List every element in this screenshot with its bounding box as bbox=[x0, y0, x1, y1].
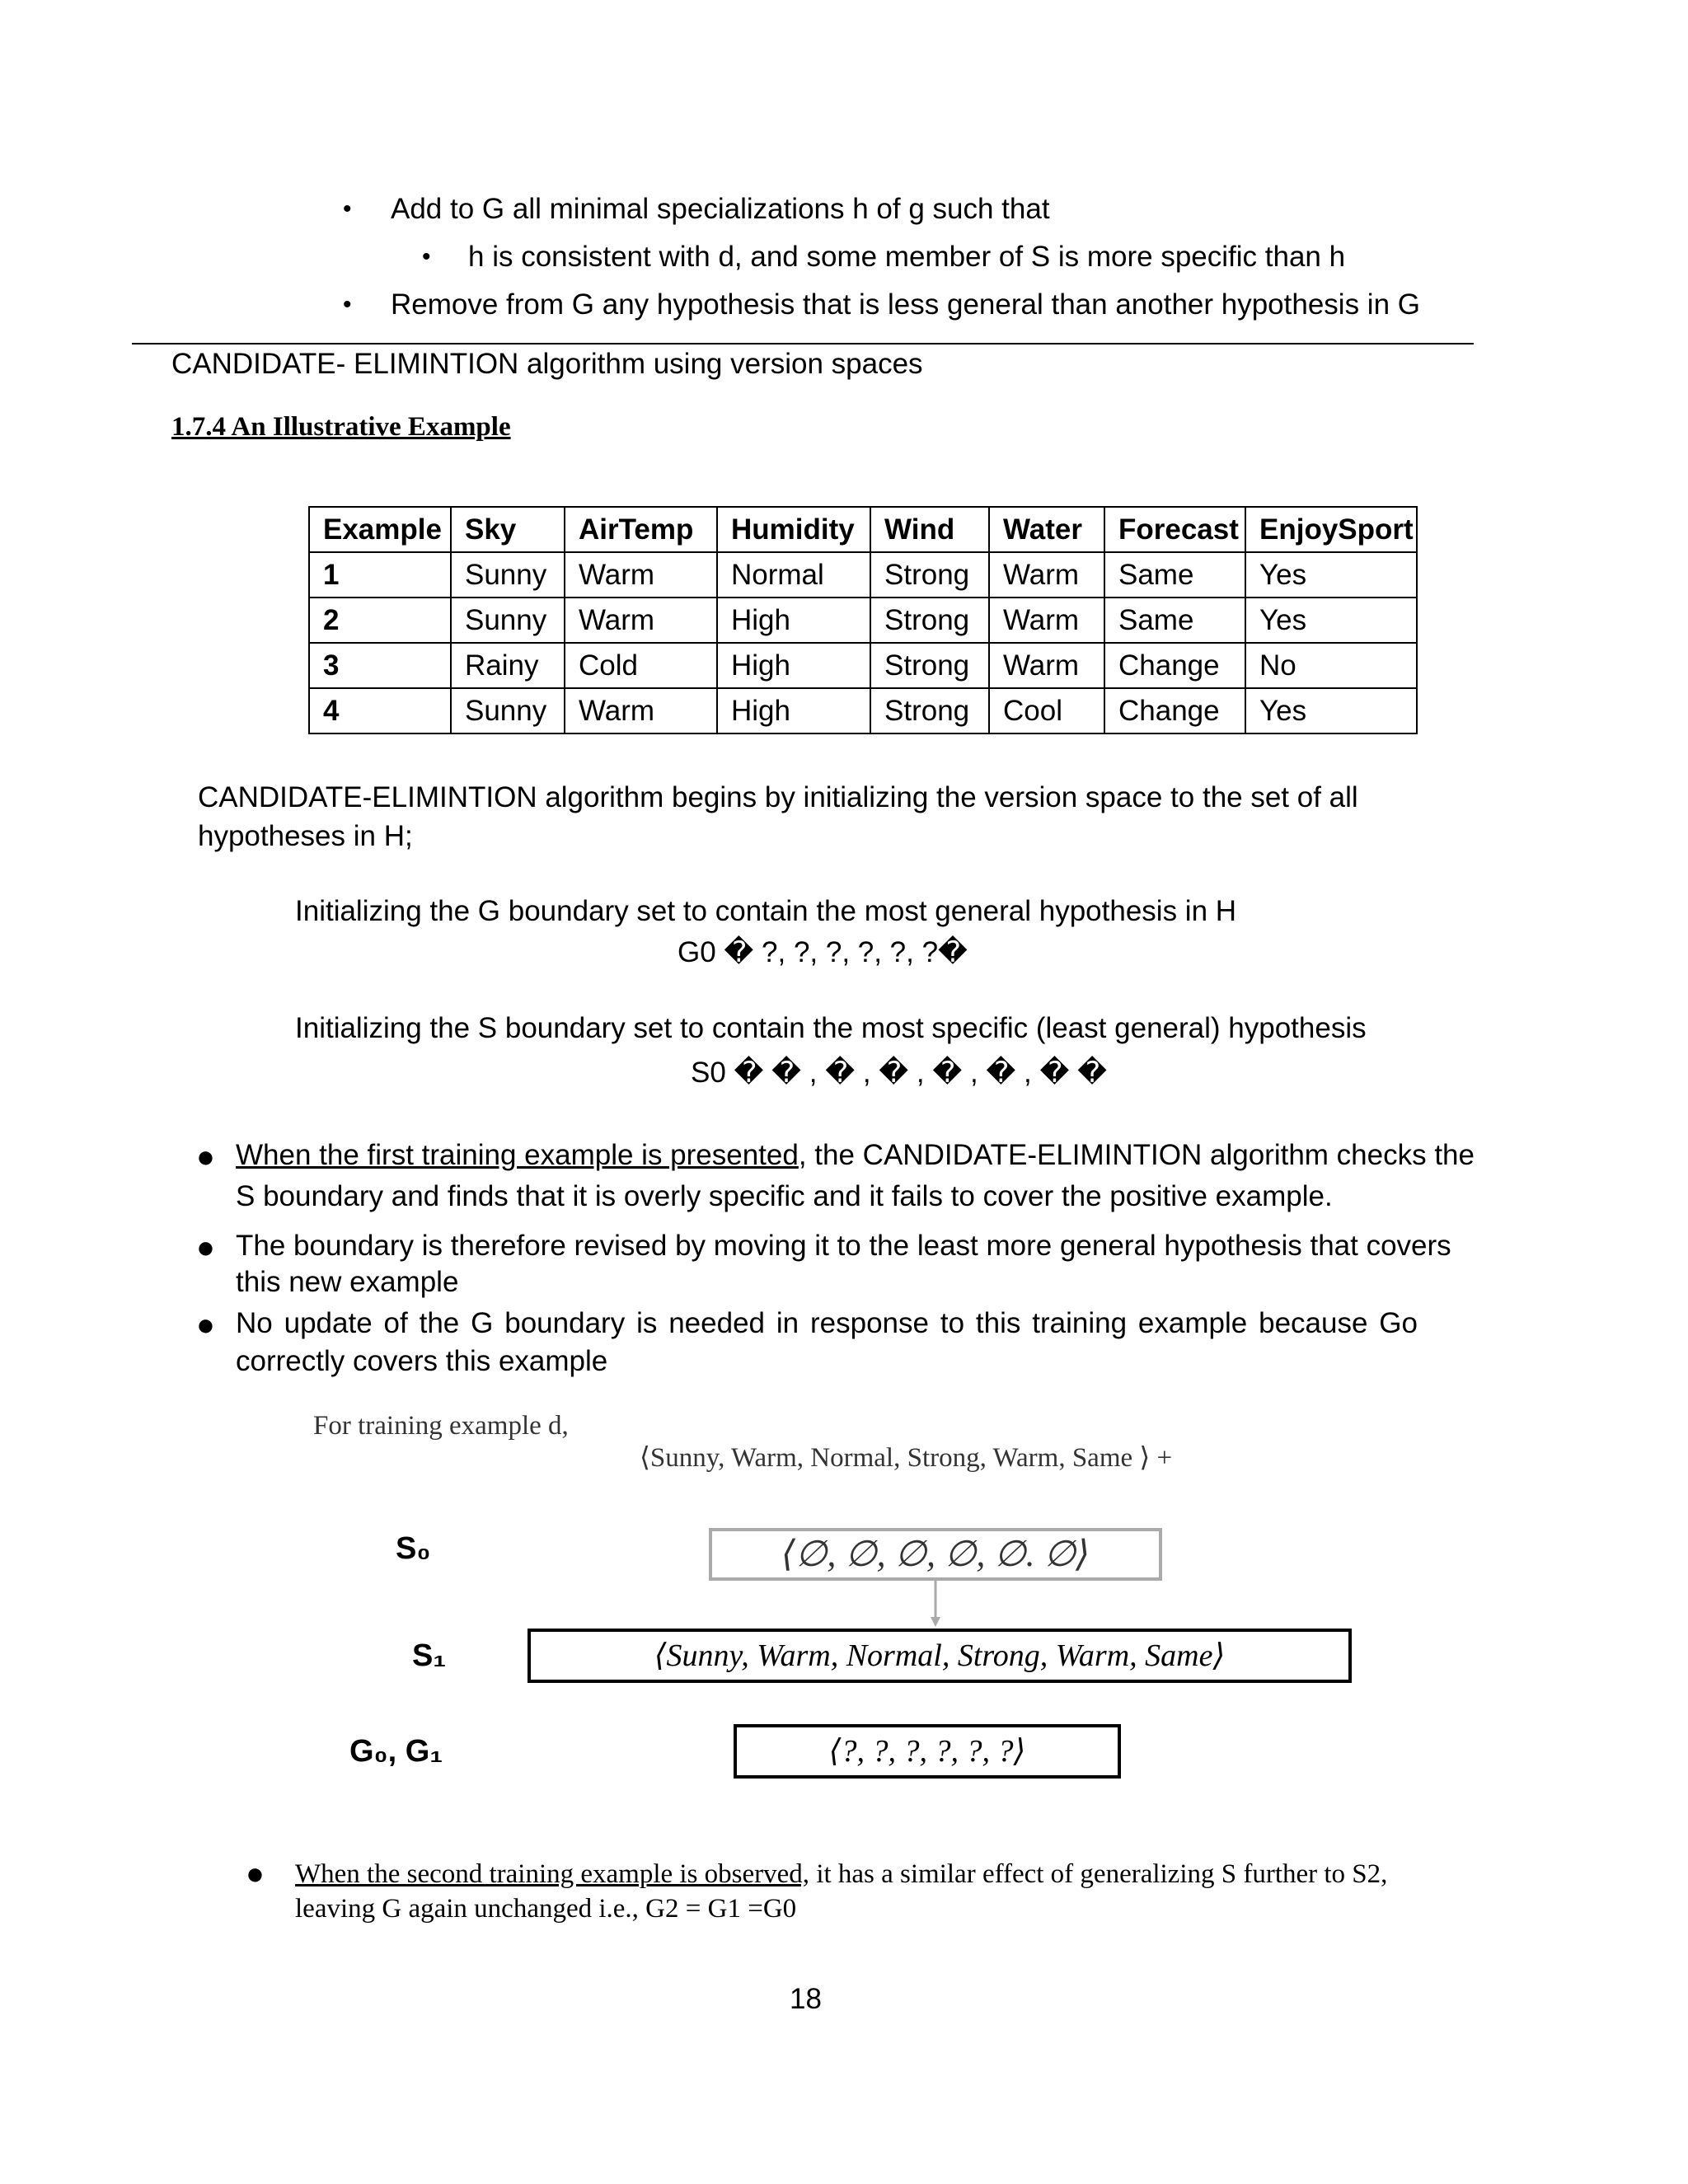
table-cell: High bbox=[717, 643, 870, 688]
bullet-consistent: h is consistent with d, and some member of S is more specific than h bbox=[468, 241, 1346, 273]
bullet-dot: ● bbox=[196, 1140, 215, 1174]
s1-label: S₁ bbox=[412, 1638, 447, 1673]
revise-line-2: this new example bbox=[236, 1266, 459, 1298]
training-examples-table bbox=[308, 506, 1418, 734]
table-cell: Warm bbox=[565, 598, 717, 643]
bullet-remove: Remove from G any hypothesis that is less general than another hypothesis in G bbox=[391, 288, 1420, 321]
second-example-underlined: When the second training example is observed, bbox=[295, 1859, 810, 1889]
table-header: Humidity bbox=[717, 507, 870, 552]
diagram-caption: For training example d, bbox=[313, 1411, 569, 1441]
no-update-line-1: No update of the G boundary is needed in response to this training example because Go bbox=[236, 1307, 1418, 1339]
table-cell: Strong bbox=[870, 688, 989, 733]
bullet-dot: • bbox=[422, 243, 431, 270]
arrow-down-icon bbox=[927, 1581, 944, 1629]
table-cell: Strong bbox=[870, 643, 989, 688]
table-cell: Yes bbox=[1245, 688, 1417, 733]
table-cell: Cool bbox=[989, 688, 1104, 733]
table-cell: 4 bbox=[309, 688, 451, 733]
g0-formula: G0 � ?, ?, ?, ?, ?, ?� bbox=[678, 936, 968, 968]
table-row bbox=[309, 688, 1417, 733]
table-cell: Warm bbox=[989, 643, 1104, 688]
diagram-example: ⟨Sunny, Warm, Normal, Strong, Warm, Same ⟩ + bbox=[640, 1443, 1173, 1473]
g-label: G₀, G₁ bbox=[349, 1734, 443, 1769]
g-box: ⟨?, ?, ?, ?, ?, ?⟩ bbox=[734, 1724, 1121, 1779]
table-cell: Same bbox=[1104, 598, 1245, 643]
bullet-add-specializations: Add to G all minimal specializations h of g such that bbox=[391, 193, 1050, 225]
table-cell: 1 bbox=[309, 552, 451, 598]
table-header: Forecast bbox=[1104, 507, 1245, 552]
table-cell: Change bbox=[1104, 643, 1245, 688]
first-example-line-1 bbox=[236, 1137, 1475, 1174]
no-update-line-2: correctly covers this example bbox=[236, 1345, 608, 1377]
first-example-rest: , the CANDIDATE-ELIMINTION algorithm checks the bbox=[798, 1139, 1475, 1171]
second-example-line-2: leaving G again unchanged i.e., G2 = G1 =G0 bbox=[295, 1894, 797, 1924]
table-cell: Strong bbox=[870, 598, 989, 643]
table-cell: Warm bbox=[989, 598, 1104, 643]
table-cell: Warm bbox=[989, 552, 1104, 598]
revise-line-1: The boundary is therefore revised by moving it to the least more general hypothesis that covers bbox=[236, 1230, 1451, 1262]
table-cell: Rainy bbox=[451, 643, 565, 688]
table-cell: Warm bbox=[565, 688, 717, 733]
intro-line-1: CANDIDATE-ELIMINTION algorithm begins by initializing the version space to the set of all bbox=[198, 781, 1358, 813]
first-example-line-2: S boundary and finds that it is overly specific and it fails to cover the positive example. bbox=[236, 1180, 1333, 1212]
table-header: Wind bbox=[870, 507, 989, 552]
bullet-dot: • bbox=[343, 195, 352, 223]
second-example-rest: it has a similar effect of generalizing S further to S2, bbox=[809, 1859, 1388, 1889]
table-cell: Sunny bbox=[451, 598, 565, 643]
s0-label: S₀ bbox=[396, 1531, 431, 1566]
table-header: Water bbox=[989, 507, 1104, 552]
first-example-underlined: When the first training example is presented bbox=[236, 1139, 799, 1171]
table-cell: Same bbox=[1104, 552, 1245, 598]
page-number: 18 bbox=[790, 1983, 822, 2015]
table-row bbox=[309, 598, 1417, 643]
table-cell: Warm bbox=[565, 552, 717, 598]
table-cell: Strong bbox=[870, 552, 989, 598]
table-cell: No bbox=[1245, 643, 1417, 688]
table-header: Sky bbox=[451, 507, 565, 552]
bullet-dot: • bbox=[343, 291, 352, 318]
second-example-line-1 bbox=[295, 1859, 1387, 1890]
table-cell: 3 bbox=[309, 643, 451, 688]
init-s-text: Initializing the S boundary set to contain the most specific (least general) hypothesis bbox=[295, 1012, 1367, 1044]
horizontal-rule bbox=[132, 343, 1474, 344]
s0-box: ⟨∅, ∅, ∅, ∅, ∅. ∅⟩ bbox=[709, 1528, 1162, 1581]
table-cell: Sunny bbox=[451, 688, 565, 733]
table-cell: Sunny bbox=[451, 552, 565, 598]
table-cell: Yes bbox=[1245, 598, 1417, 643]
table-header: Example bbox=[309, 507, 451, 552]
table-header: EnjoySport bbox=[1245, 507, 1417, 552]
table-row bbox=[309, 643, 1417, 688]
table-cell: Yes bbox=[1245, 552, 1417, 598]
table-cell: 2 bbox=[309, 598, 451, 643]
table-cell: High bbox=[717, 688, 870, 733]
table-header-row bbox=[309, 507, 1417, 552]
table-row bbox=[309, 552, 1417, 598]
algorithm-caption: CANDIDATE- ELIMINTION algorithm using version spaces bbox=[171, 348, 923, 380]
table-cell: High bbox=[717, 598, 870, 643]
table-cell: Cold bbox=[565, 643, 717, 688]
intro-line-2: hypotheses in H; bbox=[198, 820, 413, 852]
table-header: AirTemp bbox=[565, 507, 717, 552]
bullet-dot: ● bbox=[246, 1857, 265, 1891]
table-cell: Normal bbox=[717, 552, 870, 598]
bullet-dot: ● bbox=[196, 1230, 215, 1265]
s1-box: ⟨Sunny, Warm, Normal, Strong, Warm, Same⟩ bbox=[528, 1629, 1352, 1683]
s0-formula: S0 � � , � , � , � , � , � � bbox=[691, 1057, 1107, 1089]
section-heading: 1.7.4 An Illustrative Example bbox=[171, 412, 511, 442]
init-g-text: Initializing the G boundary set to contain the most general hypothesis in H bbox=[295, 895, 1237, 927]
bullet-dot: ● bbox=[196, 1308, 215, 1343]
table-cell: Change bbox=[1104, 688, 1245, 733]
